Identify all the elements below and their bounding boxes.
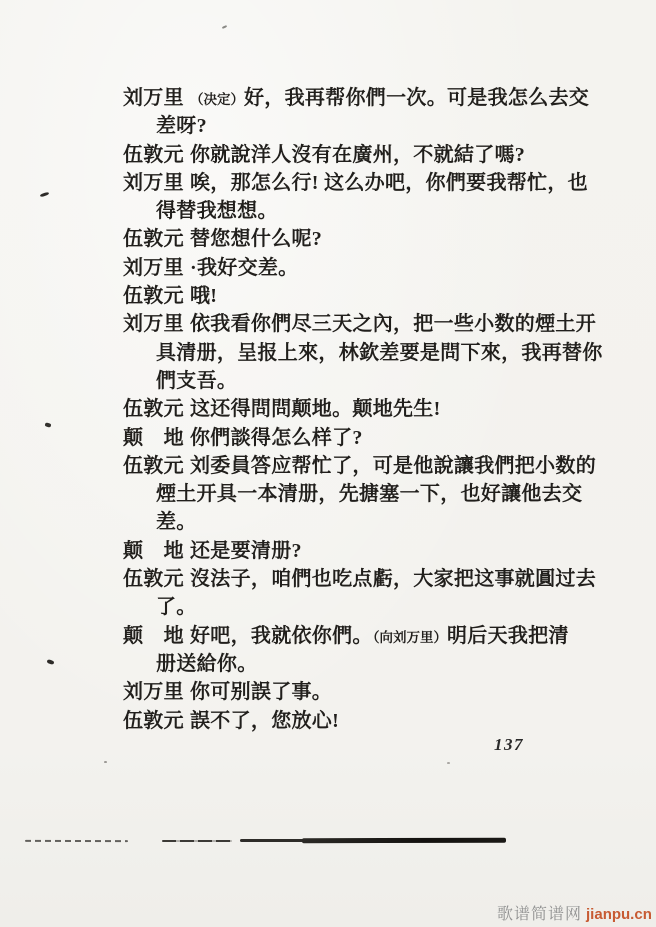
continuation-text: 了。: [156, 596, 197, 619]
dialogue-text: 哦!: [190, 285, 218, 308]
script-line: [0, 141, 656, 169]
watermark-site-name: 歌谱简谱网: [497, 906, 583, 923]
dialogue-text: 你可别誤了事。: [190, 681, 333, 704]
dialogue-run: 好吧，我就依你們。: [190, 624, 373, 647]
dialogue-text: 刘委員答应帮忙了，可是他說讓我們把小数的: [190, 454, 596, 477]
script-line: [0, 367, 656, 395]
script-line: [0, 310, 656, 338]
speaker-name: 颠 地: [123, 539, 184, 562]
speaker-name: 伍敦元: [123, 454, 184, 477]
ink-speck: [104, 761, 107, 763]
speaker-name: 刘万里: [123, 256, 184, 279]
speaker-name: 伍敦元: [123, 398, 184, 421]
continuation-text: 煙土开具一本清册，先搪塞一下，也好讓他去交: [156, 483, 583, 506]
ink-speck: [222, 25, 227, 29]
script-line: [0, 225, 656, 253]
dialogue-text: 唉，那怎么行! 这么办吧，你們要我帮忙，也: [190, 171, 588, 194]
dialogue-text: 沒法子，咱們也吃点虧，大家把这事就圓过去: [190, 568, 596, 591]
scan-artifact-segment: [240, 839, 306, 842]
speaker-name: 伍敦元: [123, 568, 184, 591]
script-line: [0, 424, 656, 452]
script-line: [0, 707, 656, 735]
script-line: [0, 282, 656, 310]
dialogue-text: 这还得問問颠地。颠地先生!: [190, 398, 441, 421]
script-line: [0, 593, 656, 621]
continuation-text: 册送給你。: [156, 652, 258, 675]
script-line: [0, 197, 656, 225]
stage-direction: （向刘万里）: [372, 629, 447, 645]
speaker-name: 伍敦元: [123, 709, 184, 732]
speaker-name: 伍敦元: [123, 285, 184, 308]
dialogue-text: 还是要清册?: [190, 539, 302, 562]
script-line: [0, 339, 656, 367]
dialogue-text: [190, 622, 569, 652]
watermark: [497, 901, 652, 924]
dialogue-text: 替您想什么呢?: [190, 228, 323, 251]
script-block: [0, 84, 656, 735]
stage-direction: （决定）: [190, 92, 244, 107]
speaker-name: 刘万里: [123, 87, 184, 109]
scan-artifact-segment: [162, 840, 232, 842]
script-line: [0, 480, 656, 508]
dialogue-run: 明后天我把清: [446, 624, 569, 647]
script-line: [0, 565, 656, 593]
ink-speck: [447, 762, 450, 764]
script-line: [0, 678, 656, 706]
speaker-name: 刘万里: [123, 313, 184, 336]
script-line: [0, 508, 656, 536]
continuation-text: 們支吾。: [156, 369, 238, 392]
scan-artifact-line: [0, 836, 656, 846]
speaker-name: 颠 地: [123, 624, 184, 647]
continuation-text: 得替我想想。: [156, 200, 278, 223]
script-line: [0, 622, 656, 650]
speaker-name: 刘万里: [123, 681, 184, 704]
dialogue-text: 依我看你們尽三天之內，把一些小数的煙土开: [190, 313, 596, 336]
dialogue-text: 你就說洋人沒有在廣州，不就結了嗎?: [190, 143, 526, 166]
dialogue-text: [190, 84, 589, 114]
script-line: [0, 254, 656, 282]
speaker-name: 刘万里: [123, 171, 184, 194]
scan-artifact-segment: [25, 840, 128, 842]
script-line: [0, 112, 656, 140]
script-line: [0, 169, 656, 197]
script-line: [0, 395, 656, 423]
dialogue-text: 你們談得怎么样了?: [190, 426, 363, 449]
dialogue-run: 好，我再帮你們一次。可是我怎么去交: [244, 87, 590, 109]
dialogue-text: ·我好交差。: [190, 256, 299, 279]
speaker-name: 伍敦元: [123, 228, 184, 251]
script-line: [0, 650, 656, 678]
script-line: [0, 537, 656, 565]
script-line: [0, 452, 656, 480]
script-line: [0, 84, 656, 112]
continuation-text: 差呀?: [156, 115, 207, 138]
continuation-text: 差。: [156, 511, 197, 534]
speaker-name: 伍敦元: [123, 143, 184, 166]
watermark-site-url: jianpu.cn: [586, 906, 652, 923]
page-number: 137: [494, 735, 524, 754]
continuation-text: 具清册，呈报上來，林欽差要是問下來，我再替你: [156, 341, 603, 364]
speaker-name: 颠 地: [123, 426, 184, 449]
scan-artifact-segment: [302, 838, 506, 843]
dialogue-text: 誤不了，您放心!: [190, 709, 340, 732]
